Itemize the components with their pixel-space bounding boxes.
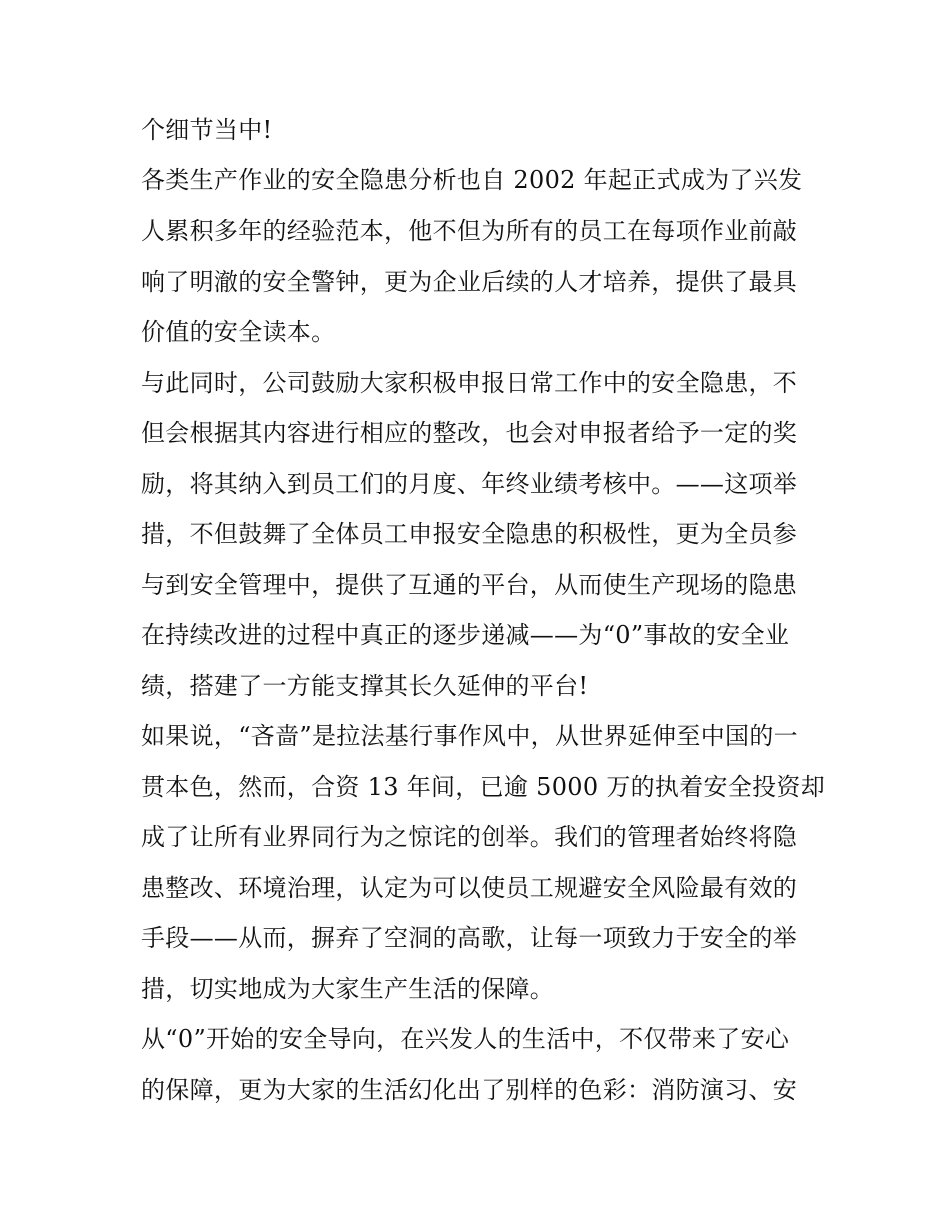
text-line: 各类生产作业的安全隐患分析也自 2002 年起正式成为了兴发 — [141, 166, 803, 194]
text-line: 从“0”开始的安全导向，在兴发人的生活中，不仅带来了安心 — [141, 1025, 790, 1053]
text-line: 措，切实地成为大家生产生活的保障。 — [141, 975, 555, 1003]
text-line: 与此同时，公司鼓励大家积极申报日常工作中的安全隐患，不 — [141, 369, 798, 397]
text-line: 如果说，“吝啬”是拉法基行事作风中，从世界延伸至中国的一 — [141, 722, 798, 750]
text-line: 成了让所有业界同行为之惊诧的创举。我们的管理者始终将隐 — [141, 823, 798, 851]
text-line: 措，不但鼓舞了全体员工申报安全隐患的积极性，更为全员参 — [141, 520, 798, 548]
text-line: 贯本色，然而，合资 13 年间，已逾 5000 万的执着安全投资却 — [141, 773, 826, 801]
text-line: 的保障，更为大家的生活幻化出了别样的色彩：消防演习、安 — [141, 1076, 798, 1104]
text-line: 价值的安全读本。 — [141, 318, 336, 346]
text-line: 个细节当中! — [141, 116, 273, 144]
text-line: 但会根据其内容进行相应的整改，也会对申报者给予一定的奖 — [141, 419, 798, 447]
text-line: 与到安全管理中，提供了互通的平台，从而使生产现场的隐患 — [141, 571, 798, 599]
text-line: 绩，搭建了一方能支撑其长久延伸的平台! — [141, 672, 589, 700]
text-line: 响了明澈的安全警钟，更为企业后续的人才培养，提供了最具 — [141, 268, 798, 296]
text-line: 人累积多年的经验范本，他不但为所有的员工在每项作业前敲 — [141, 217, 798, 245]
text-line: 在持续改进的过程中真正的逐步递减——为“0”事故的安全业 — [141, 621, 790, 649]
text-line: 患整改、环境治理，认定为可以使员工规避安全风险最有效的 — [141, 874, 798, 902]
text-line: 励，将其纳入到员工们的月度、年终业绩考核中。——这项举 — [141, 470, 798, 498]
text-line: 手段——从而，摒弃了空洞的高歌，让每一项致力于安全的举 — [141, 924, 798, 952]
